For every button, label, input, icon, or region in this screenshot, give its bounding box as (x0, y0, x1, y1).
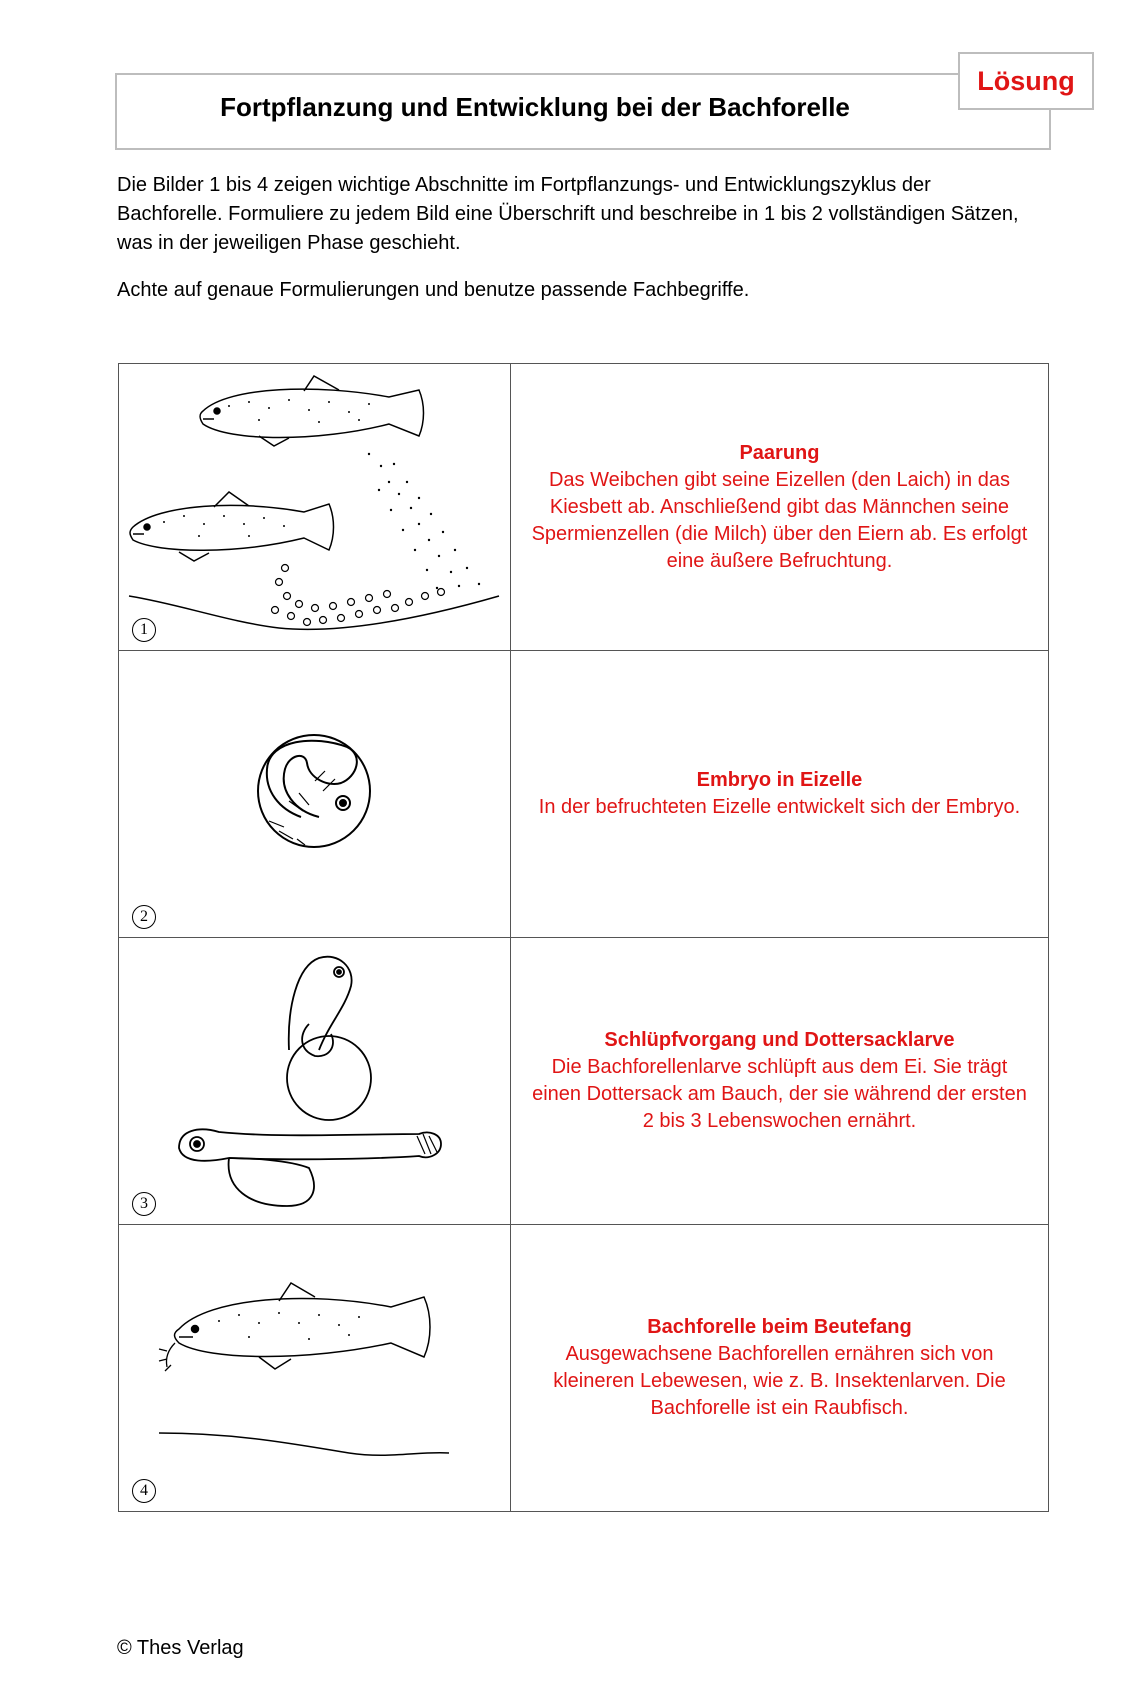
illustration-cell-4 (119, 1225, 511, 1512)
instructions-paragraph-2: Achte auf genaue Formulierungen und benutze passende Fachbegriffe. (117, 279, 750, 301)
stage-description: Das Weibchen gibt seine Eizellen (den Laich) in das Kiesbett ab. Anschließend gibt das Männchen seine Spermienzellen (die Milch) über den Eiern ab. Es erfolgt eine äußere Befruchtung. (531, 468, 1028, 572)
table-row (119, 364, 1049, 651)
stage-number-badge: 4 (132, 1479, 156, 1503)
stage-number-badge: 1 (132, 618, 156, 642)
description-cell-4 (510, 1225, 1048, 1512)
description-cell-1 (510, 364, 1048, 651)
hatching-larva-icon (119, 938, 511, 1224)
illustration-cell-3 (119, 938, 511, 1225)
embryo-in-egg-icon (119, 651, 511, 937)
table-row (119, 938, 1049, 1225)
illustration-cell-1 (119, 364, 511, 651)
spawning-trout-icon (119, 364, 511, 650)
illustration-cell-2 (119, 651, 511, 938)
stage-description: Ausgewachsene Bachforellen ernähren sich von kleineren Lebewesen, wie z. B. Insektenlarven. Die Bachforelle ist ein Raubfisch. (553, 1343, 1006, 1419)
table-row (119, 1225, 1049, 1512)
stages-table (118, 363, 1049, 1512)
table-row (119, 651, 1049, 938)
instructions-paragraph-1: Die Bilder 1 bis 4 zeigen wichtige Abschnitte im Fortpflanzungs- und Entwicklungszyklus der Bachforelle. Formuliere zu jedem Bild eine Überschrift und beschreibe in 1 bis 2 vollständigen Sätzen, was in der jeweiligen Phase geschieht. (117, 174, 1019, 254)
instructions (117, 171, 1037, 305)
stage-description: In der befruchteten Eizelle entwickelt sich der Embryo. (538, 796, 1021, 818)
stage-heading: Embryo in Eizelle (696, 769, 863, 791)
description-cell-2 (510, 651, 1048, 938)
trout-hunting-prey-icon (119, 1225, 511, 1511)
copyright-footer: © Thes Verlag (117, 1637, 244, 1659)
description-cell-3 (510, 938, 1048, 1225)
page-title: Fortpflanzung und Entwicklung bei der Bachforelle (220, 92, 850, 122)
solution-badge: Lösung (958, 52, 1094, 110)
stage-description: Die Bachforellenlarve schlüpft aus dem Ei. Sie trägt einen Dottersack am Bauch, der sie während der ersten 2 bis 3 Lebenswochen ernährt. (532, 1056, 1027, 1132)
stage-number-badge: 2 (132, 905, 156, 929)
stage-heading: Paarung (739, 441, 820, 464)
stage-number-badge: 3 (132, 1192, 156, 1216)
stage-heading: Schlüpfvorgang und Dottersacklarve (604, 1029, 955, 1051)
stage-heading: Bachforelle beim Beutefang (647, 1316, 912, 1338)
